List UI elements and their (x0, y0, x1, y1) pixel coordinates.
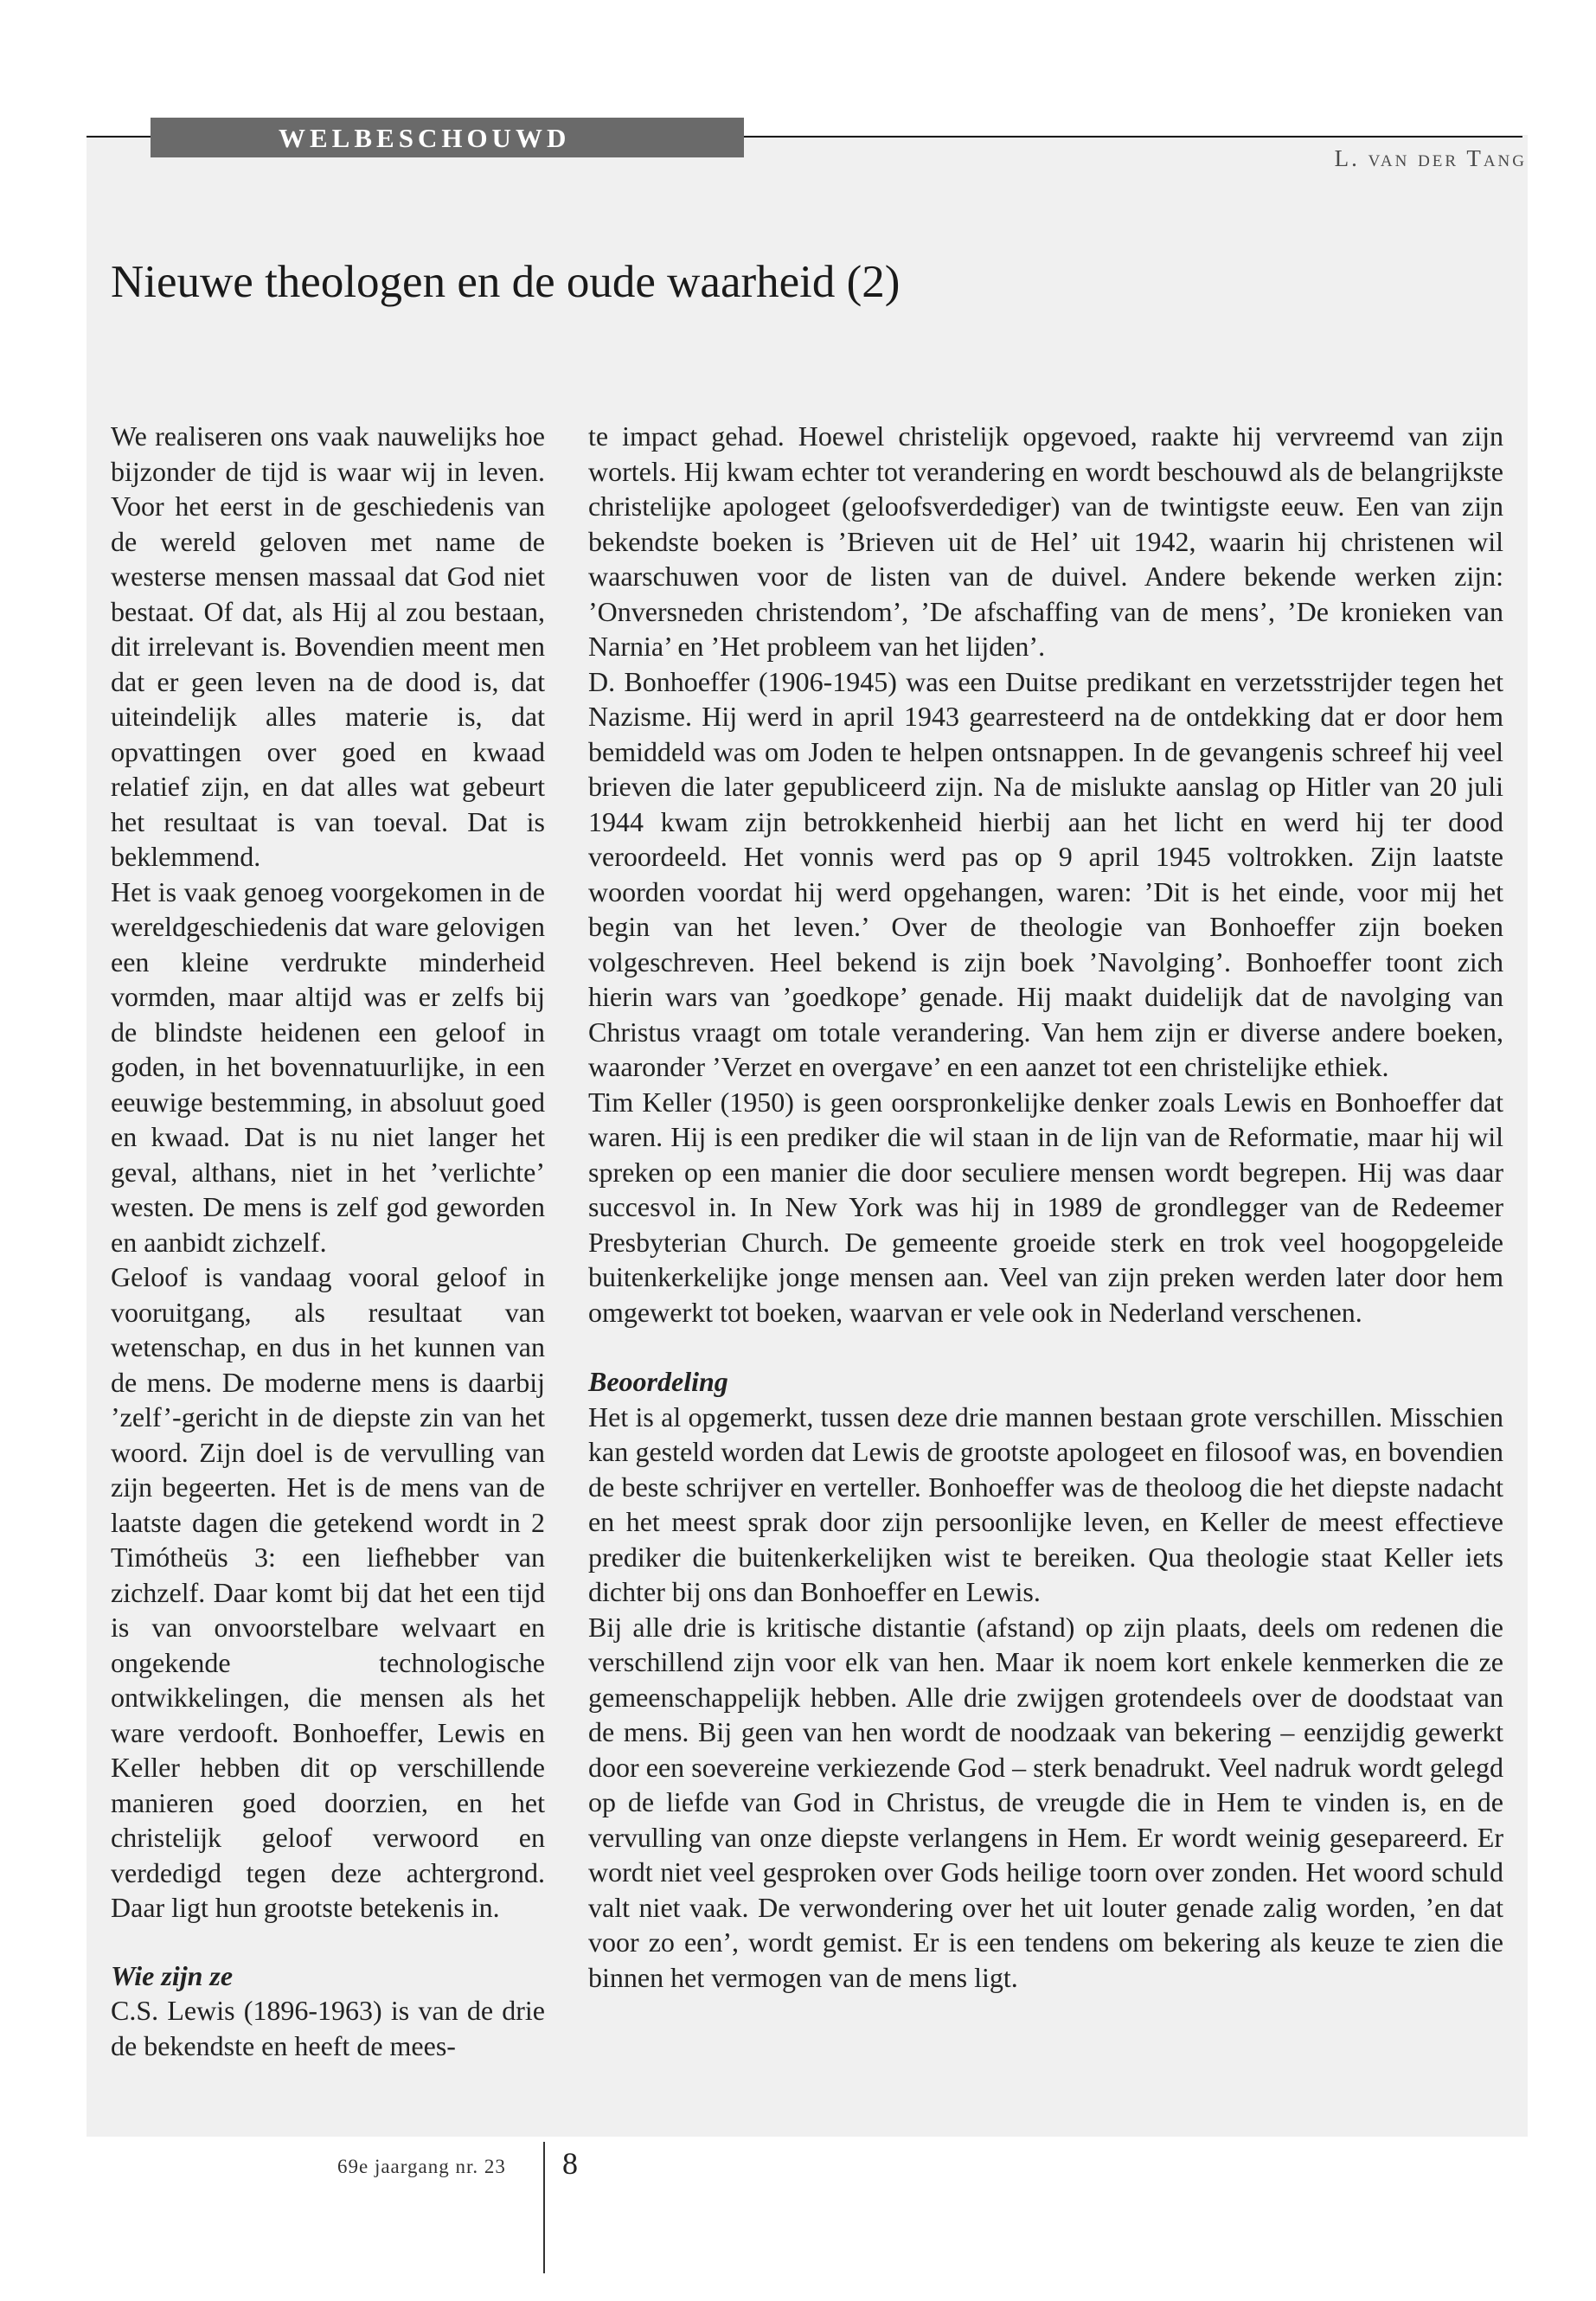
left-column (111, 419, 545, 2063)
paragraph: We realiseren ons vaak nauwelijks hoe bijzonder de tijd is waar wij in leven. Voor het eerst in de geschiedenis van de wereld geloven met name de westerse mensen massaal dat God niet bestaat. Of dat, als Hij al zou bestaan, dit irrelevant is. Bovendien meent men dat er geen leven na de dood is, dat uiteindelijk alles materie is, dat opvattingen over goed en kwaad relatief zijn, en dat alles wat gebeurt het resultaat is van toeval. Dat is beklemmend. (111, 420, 545, 872)
header-rule (744, 136, 1522, 138)
footer-rule (543, 2142, 545, 2273)
subheading-beoordeling: Beoordeling (588, 1366, 728, 1397)
paragraph: Bij alle drie is kritische distantie (afstand) op zijn plaats, deels om redenen die verschillend zijn voor elk van hen. Maar ik noem kort enkele kenmerken die ze gemeenschappelijk hebben. Alle drie zwijgen grotendeels over de doodstaat van de mens. Bij geen van hen wordt de noodzaak van bekering – eenzijdig gewerkt door een soevereine verkiezende God – sterk benadrukt. Veel nadruk wordt gelegd op de liefde van God in Christus, de vreugde die in Hem te vinden is, en de vervulling van onze diepste verlangens in Hem. Er wordt weinig gesepareerd. Er wordt niet veel gesproken over Gods heilige toorn over zonden. Het woord schuld valt niet vaak. De verwondering over het uit louter genade zalig worden, ’en dat voor zo een’, wordt gemist. Er is een tendens om bekering als keuze te zien die binnen het vermogen van de mens ligt. (588, 1611, 1503, 1993)
subheading-wie-zijn-ze: Wie zijn ze (111, 1959, 234, 1991)
paragraph: D. Bonhoeffer (1906-1945) was een Duitse predikant en verzetsstrijder tegen het Nazisme. Hij werd in april 1943 gearresteerd na de ontdekking dat er door hem bemiddeld was om Joden te helpen ontsnappen. In de gevangenis schreef hij veel brieven die later gepubliceerd zijn. Na de mislukte aanslag op Hitler van 20 juli 1944 kwam zijn betrokkenheid hierbij aan het licht en werd hij ter dood veroordeeld. Het vonnis werd pas op 9 april 1945 voltrokken. Zijn laatste woorden voordat hij werd opgehangen, waren: ’Dit is het einde, voor mij het begin van het leven.’ Over de theologie van Bonhoeffer zijn boeken volgeschreven. Heel bekend is zijn boek ’Navolging’. Bonhoeffer toont zich hierin wars van ’goedkope’ genade. Hij maakt duidelijk dat de navolging van Christus vraagt om totale verandering. Van hem zijn er diverse andere boeken, waaronder ’Verzet en overgave’ en een aanzet tot een christelijke ethiek. (588, 665, 1503, 1082)
paragraph: Tim Keller (1950) is geen oorspronkelijke denker zoals Lewis en Bonhoeffer dat waren. Hij is een prediker die wil staan in de lijn van de Reformatie, maar hij wil spreken op een manier die door seculiere mensen wordt begrepen. Hij was daar succesvol in. In New York was hij in 1989 de grondlegger van de Redeemer Presbyterian Church. De gemeente groeide sterk en trok veel hoogopgeleide buitenkerkelijke jonge mensen aan. Veel van zijn preken werden later door hem omgewerkt tot boeken, waarvan er vele ook in Nederland verschenen. (588, 1086, 1503, 1328)
section-label: WELBESCHOUWD (279, 123, 571, 153)
page-number: 8 (562, 2146, 578, 2181)
paragraph: Geloof is vandaag vooral geloof in vooruitgang, als resultaat van wetenschap, en dus in het kunnen van de mens. De moderne mens is daarbij ’zelf’-gericht in de diepste zin van het woord. Zijn doel is de vervulling van zijn begeerten. Het is de mens van de laatste dagen die getekend wordt in 2 Timótheüs 3: een liefhebber van zichzelf. Daar komt bij dat het een tijd is van onvoorstelbare welvaart en ongekende technologische ontwikkelingen, die mensen als het ware verdooft. Bonhoeffer, Lewis en Keller hebben dit op verschillende manieren goed doorzien, en het christelijk geloof verwoord en verdedigd tegen deze achtergrond. Daar ligt hun grootste betekenis in. (111, 1261, 545, 1923)
issue-info: 69e jaargang nr. 23 (337, 2156, 506, 2177)
author-name: L. van der Tang (1334, 145, 1527, 171)
header-rule-left (87, 136, 151, 138)
article-title: Nieuwe theologen en de oude waarheid (2) (111, 257, 901, 307)
paragraph: te impact gehad. Hoewel christelijk opgevoed, raakte hij vervreemd van zijn wortels. Hij kwam echter tot verandering en wordt beschouwd als de belangrijkste christelijke apologeet (geloofsverdediger) van de twintigste eeuw. Een van zijn bekendste boeken is ’Brieven uit de Hel’ uit 1942, waarin hij christenen wil waarschuwen voor de listen van de duivel. Andere bekende werken zijn: ’Onversneden christendom’, ’De afschaffing van de mens’, ’De kronieken van Narnia’ en ’Het probleem van het lijden’. (588, 420, 1503, 662)
paragraph: Het is al opgemerkt, tussen deze drie mannen bestaan grote verschillen. Misschien kan gesteld worden dat Lewis de grootste apologeet en filosoof was, en bovendien de beste schrijver en verteller. Bonhoeffer was de theoloog die het diepste nadacht en het meest sprak door zijn persoonlijke leven, en Keller de meest effectieve prediker die buitenkerkelijken wist te bereiken. Qua theologie staat Keller iets dichter bij ons dan Bonhoeffer en Lewis. (588, 1400, 1503, 1607)
paragraph: Het is vaak genoeg voorgekomen in de wereldgeschiedenis dat ware gelovigen een kleine verdrukte minderheid vormden, maar altijd was er zelfs bij de blindste heidenen een geloof in goden, in het bovennatuurlijke, in een eeuwige bestemming, in absoluut goed en kwaad. Dat is nu niet langer het geval, althans, niet in het ’verlichte’ westen. De mens is zelf god geworden en aanbidt zichzelf. (111, 875, 546, 1258)
right-column (588, 419, 1503, 1995)
paragraph: C.S. Lewis (1896-1963) is van de drie de bekendste en heeft de mees- (111, 1995, 545, 2061)
